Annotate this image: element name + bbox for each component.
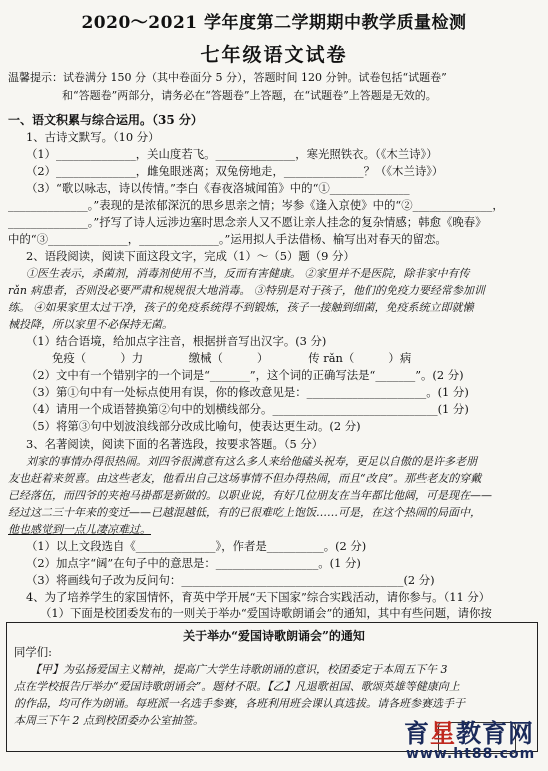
q2-passage-1: ①医生表示，杀菌剂，消毒剂使用不当，反而有害健康。 ②家里并不是医院，除非家中有传 (26, 267, 470, 280)
q2-sub-3: （3）第①句中有一处标点使用有误，你的修改意见是：_____________________。(1 分) (26, 385, 469, 399)
q2-sub-2: （2）文中有一个错别字的一个词是“_______”，这个词的正确写法是“_______”。(2 分) (26, 368, 464, 382)
notice-line-4: 本周三下午 2 点到校团委办公室抽签。 (14, 714, 204, 727)
q1-line-4: ______________。”表现的是浓郁深沉的思乡思亲之情；岑参《逢入京使》中的“②______________， (8, 198, 504, 212)
q1-line-1: （1）______________，关山度若飞。______________，寒光照铁衣。（《木兰诗》） (26, 147, 438, 161)
q2-passage-3: 练。 ④如果家里太过干净，孩子的免疫系统得不到锻炼，孩子一接触到细菌，免疫系统立即就懒 (8, 301, 474, 314)
q1-line-2: （2）______________，雌兔眼迷离；双兔傍地走，______________？（《木兰诗》） (26, 164, 444, 178)
watermark-logo (404, 714, 544, 766)
exam-title: 2020～2021 学年度第二学期期中教学质量检测 (81, 13, 467, 33)
q1-title: 1、古诗文默写。（10 分） (26, 130, 160, 144)
q1-line-5: ______________。”抒写了诗人远涉边塞时思念亲人又不愿让亲人挂念的复杂情感；韩愈《晚春》 (8, 215, 487, 229)
q1-line-6: 中的“③______________，______________。”运用拟人手法借杨、榆写出对春天的留恋。 (8, 232, 447, 246)
q2-passage-4: 械投降，所以家里不必保持无菌。 (8, 318, 173, 331)
notice-line-1: 【甲】为弘扬爱国主义精神，提高广大学生诗歌朗诵的意识，校团委定于本周五下午 3 (30, 663, 448, 676)
q2-sub-5: （5）将第③句中划波浪线部分改成比喻句，使表达更生动。(2 分) (26, 419, 361, 433)
tip-line-2: 和“答题卷”两部分，请务必在“答题卷”上答题，在“试题卷”上答题是无效的。 (62, 89, 437, 102)
q3-passage-5: 他也感觉到一点儿凄凉难过。 (8, 523, 151, 536)
notice-greeting: 同学们: (14, 645, 53, 659)
watermark-brand-star: 星 (430, 719, 457, 748)
q1-line-3: （3）“歌以咏志，诗以传情。”李白《春夜洛城闻笛》中的“①______________ (26, 181, 410, 195)
q3-passage-3: 已经落伍，而四爷的夹袍马褂都是新做的。以职业说，有好几位朋友在当年都比他阔，可是现在—— (8, 489, 492, 502)
tip-line-1: 温馨提示：试卷满分 150 分（其中卷面分 5 分），答题时间 120 分钟。试卷包括“试题卷” (8, 71, 447, 84)
watermark-url: www.ht88.com (406, 746, 536, 762)
notice-line-2: 点在学校报告厅举办“爱国诗歌朗诵会”。题材不限。【乙】凡退歌祖国、歌颂英雄等健康向上 (14, 680, 460, 693)
q2-sub-1: （1）结合语境，给加点字注音，根据拼音写出汉字。(3 分) (26, 334, 327, 348)
q2-sub-4: （4）请用一个成语替换第②句中的划横线部分。_____________________________(1 分) (26, 402, 469, 416)
q3-passage-1: 刘家的事情办得很热闹。刘四爷很满意有这么多人来给他磕头祝寿，更足以自傲的是许多老朋 (26, 455, 477, 468)
q3-sub-1: （1）以上文段选自《______________》，作者是__________。(2 分) (26, 539, 367, 553)
q3-passage-2: 友也赶着来贺喜。由这些老友，他看出自己这场事情不但办得热闹，而且“改良”。那些老友的穿戴 (8, 472, 482, 485)
q4-title: 4、为了培养学生的家国情怀，育英中学开展“天下国家”综合实践活动，请你参与。（11 分） (26, 590, 491, 604)
q2-sub-1-items: 免疫（ ）力 缴械（ ） 传 rǎn（ ）病 (52, 351, 412, 365)
notice-line-3: 的作品，均可作为朗诵。每班派一名选手参赛，各班利用班会课认真选拔。请各班参赛选手于 (14, 697, 465, 710)
q4-sub-1-line-1: （1）下面是校团委发布的一则关于举办“爱国诗歌朗诵会”的通知，其中有些问题，请你按 (40, 606, 492, 620)
q3-sub-3: （3）将画线句子改为反问句：_______________________________________(2 分) (26, 573, 435, 587)
q3-title: 3、名著阅读，阅读下面的名著选段，按要求答题。（5 分） (26, 437, 324, 451)
section-1-heading: 一、语文积累与综合运用。（35 分） (8, 113, 203, 127)
q3-passage-4: 经过这二三十年来的变迁——已越混越低，有的已很难吃上饱饭……可是，在这个热闹的局面中， (8, 506, 481, 519)
watermark-brand-b: 教育网 (456, 719, 535, 748)
exam-subtitle: 七年级语文试卷 (200, 44, 348, 66)
q2-title: 2、语段阅读，阅读下面这段文字，完成（1）～（5）题（9 分） (26, 249, 355, 263)
watermark-brand-a: 育 (404, 719, 431, 748)
q2-passage-2: rǎn 病患者，否则没必要严肃和规规很大地消毒。 ③特别是对于孩子，他们的免疫力要经常参加训 (8, 284, 485, 297)
q3-sub-2: （2）加点字“阔”在句子中的意思是：__________________。(1 分) (26, 556, 361, 570)
notice-title: 关于举办“爱国诗歌朗诵会”的通知 (183, 629, 365, 643)
